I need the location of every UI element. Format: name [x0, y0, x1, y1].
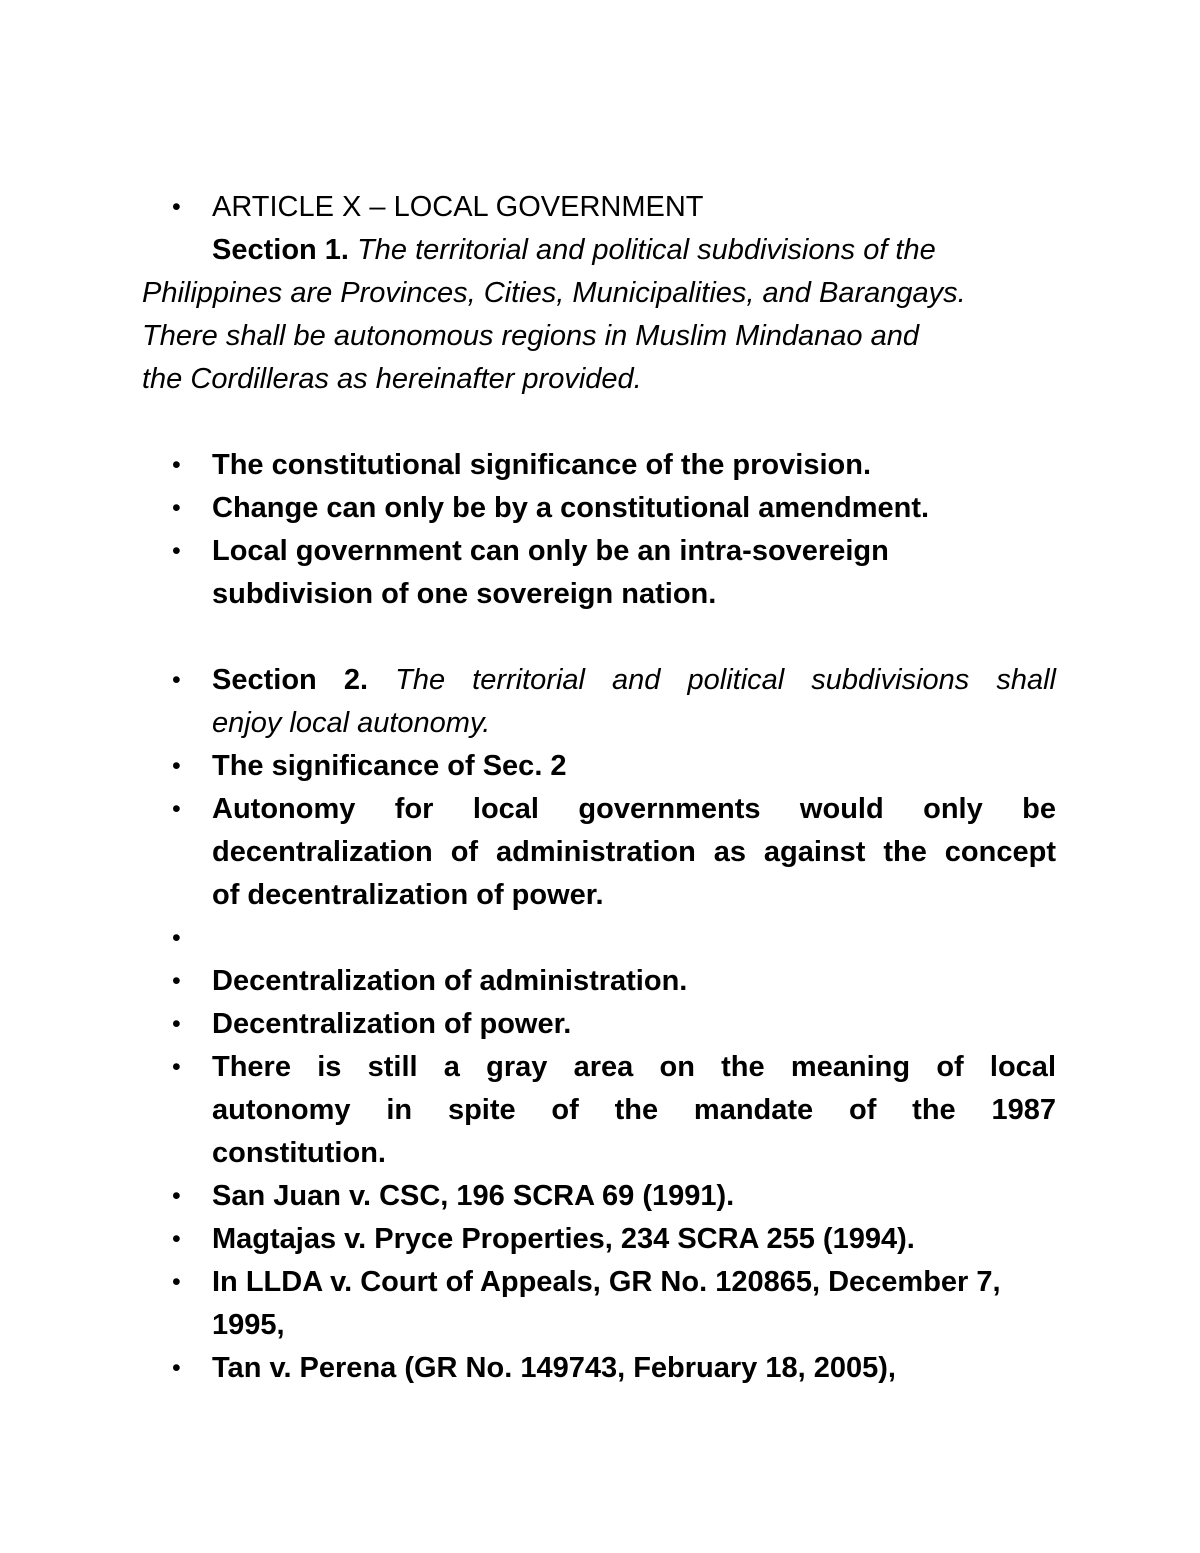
section-1-text-line-1: The territorial and political subdivisions of the: [357, 234, 936, 266]
list-item-continuation: autonomy in spite of the mandate of the 1987: [212, 1094, 1056, 1126]
bullet-icon: •: [172, 451, 181, 479]
list-item-continuation: of decentralization of power.: [212, 879, 604, 911]
section-2-paragraph: [212, 659, 1056, 702]
section-1-text-line-4: the Cordilleras as hereinafter provided.: [142, 363, 642, 395]
bullet-icon: •: [172, 924, 181, 952]
list-item-continuation: decentralization of administration as against the concept: [212, 836, 1056, 868]
bullet-icon: •: [172, 193, 181, 221]
case-citation: Tan v. Perena (GR No. 149743, February 18, 2005),: [212, 1352, 896, 1384]
section-2-label: Section 2.: [212, 664, 369, 696]
bullet-icon: •: [172, 795, 181, 823]
list-item-continuation: subdivision of one sovereign nation.: [212, 578, 717, 610]
bullet-icon: •: [172, 1354, 181, 1382]
bullet-icon: •: [172, 666, 181, 694]
list-item: Autonomy for local governments would only be: [212, 793, 1056, 825]
section-1-paragraph: [212, 229, 936, 272]
list-item: There is still a gray area on the meaning of local: [212, 1051, 1056, 1083]
bullet-icon: •: [172, 1010, 181, 1038]
section-2-text-line-1: The territorial and political subdivisions shall: [395, 664, 1056, 696]
list-item: The significance of Sec. 2: [212, 750, 567, 782]
bullet-icon: •: [172, 1053, 181, 1081]
list-item: Decentralization of power.: [212, 1008, 572, 1040]
case-citation-continuation: 1995,: [212, 1309, 285, 1341]
case-citation: In LLDA v. Court of Appeals, GR No. 120865, December 7,: [212, 1266, 1001, 1298]
case-citation: San Juan v. CSC, 196 SCRA 69 (1991).: [212, 1180, 735, 1212]
article-heading: ARTICLE X – LOCAL GOVERNMENT: [212, 191, 704, 223]
bullet-icon: •: [172, 752, 181, 780]
bullet-icon: •: [172, 537, 181, 565]
case-citation: Magtajas v. Pryce Properties, 234 SCRA 255 (1994).: [212, 1223, 915, 1255]
bullet-icon: •: [172, 967, 181, 995]
list-item: The constitutional significance of the provision.: [212, 449, 871, 481]
section-1-text-line-2: Philippines are Provinces, Cities, Municipalities, and Barangays.: [142, 277, 966, 309]
list-item-continuation: constitution.: [212, 1137, 386, 1169]
bullet-icon: •: [172, 1225, 181, 1253]
list-item: Local government can only be an intra-sovereign: [212, 535, 889, 567]
section-2-text-line-2: enjoy local autonomy.: [212, 707, 491, 739]
section-1-label: Section 1.: [212, 234, 349, 266]
section-1-text-line-3: There shall be autonomous regions in Muslim Mindanao and: [142, 320, 919, 352]
bullet-icon: •: [172, 1268, 181, 1296]
bullet-icon: •: [172, 1182, 181, 1210]
bullet-icon: •: [172, 494, 181, 522]
list-item: Decentralization of administration.: [212, 965, 688, 997]
list-item: Change can only be by a constitutional amendment.: [212, 492, 930, 524]
